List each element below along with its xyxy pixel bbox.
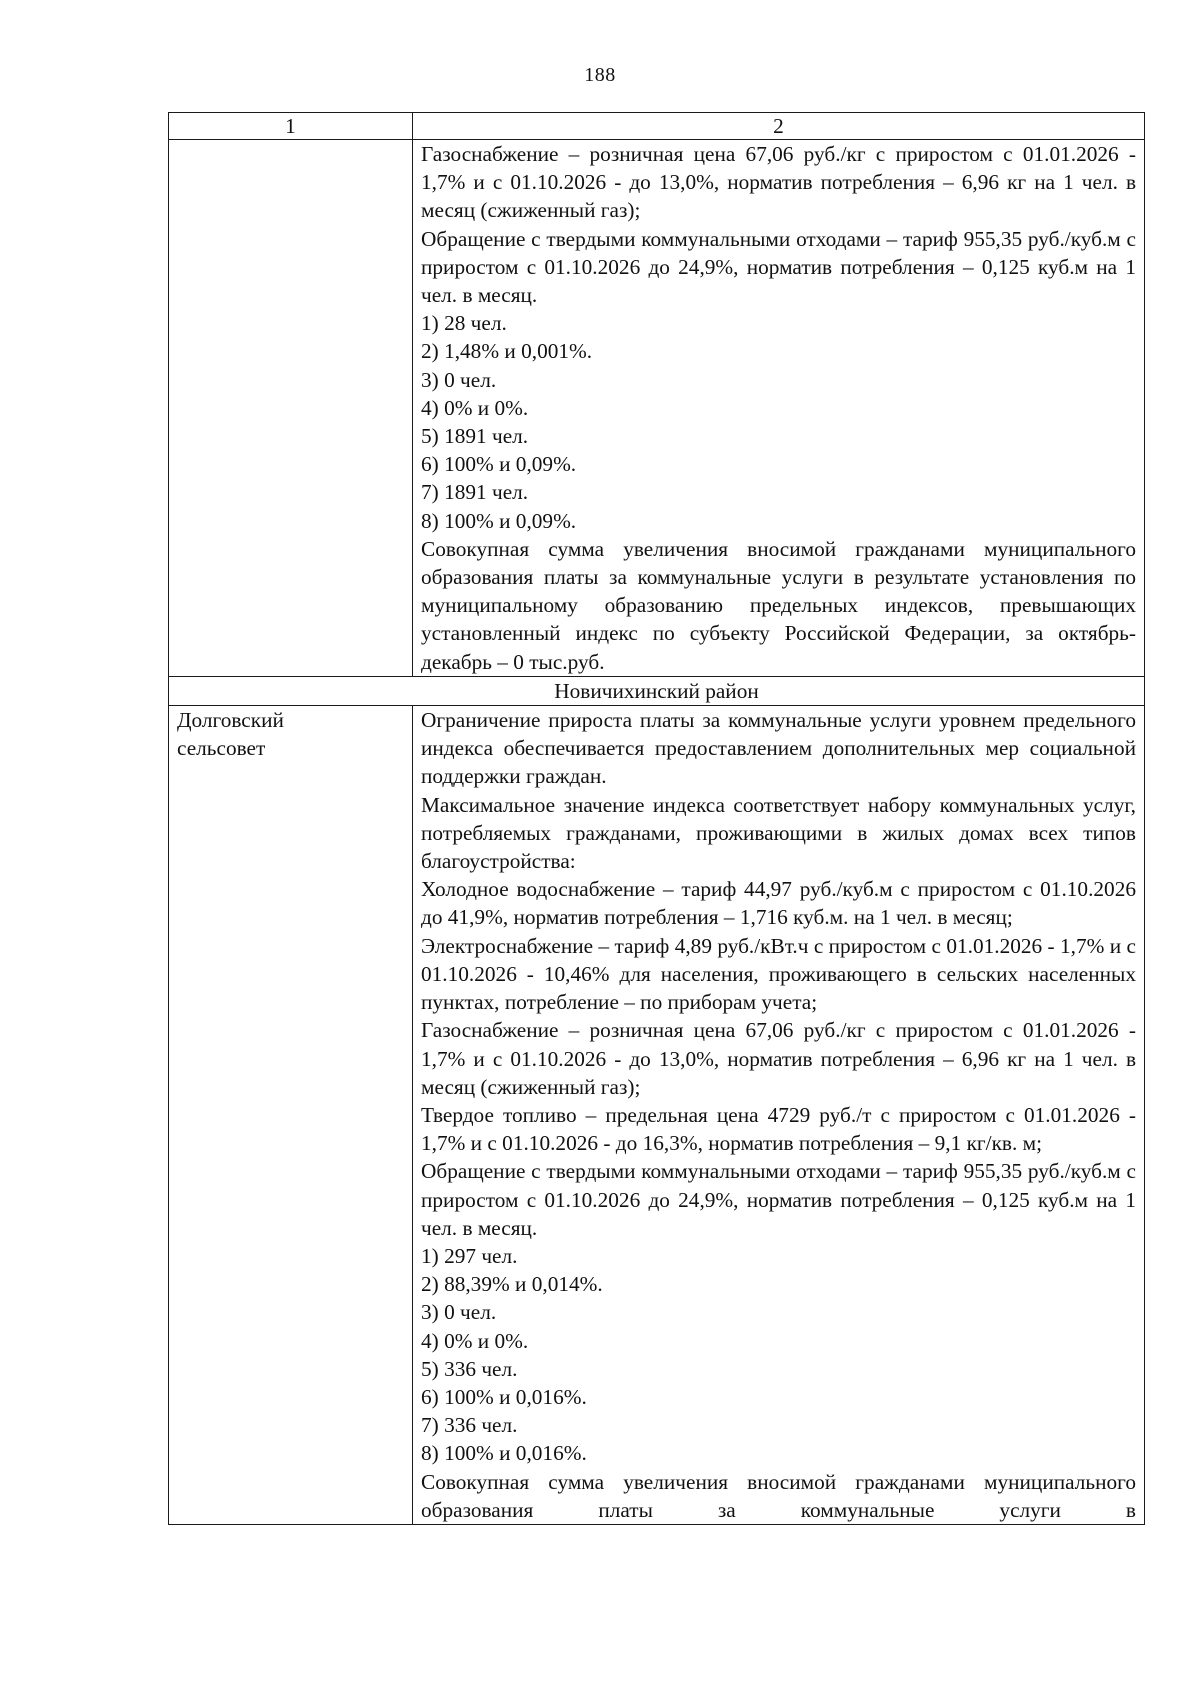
district-row xyxy=(169,676,1145,705)
table-row xyxy=(169,140,1145,677)
paragraph-electricity: Электроснабжение – тариф 4,89 руб./кВт.ч с приростом с 01.01.2026 - 1,7% и с 01.10.2026 - 10,46% для населения, проживающего в сельских населенных пунктах, потребление – по приборам учета; xyxy=(421,933,1136,1015)
paragraph-waste-management: Обращение с твердыми коммунальными отходами – тариф 955,35 руб./куб.м с приростом с 01.10.2026 до 24,9%, норматив потребления – 0,125 куб.м на 1 чел. в месяц. xyxy=(421,1159,1136,1240)
list-item: 8) 100% и 0,09%. xyxy=(421,508,577,533)
paragraph-waste-management: Обращение с твердыми коммунальными отходами – тариф 955,35 руб./куб.м с приростом с 01.10.2026 до 24,9%, норматив потребления – 0,125 куб.м на 1 чел. в месяц. xyxy=(421,226,1136,308)
column-header-2: 2 xyxy=(413,113,1145,140)
list-item: 4) 0% и 0%. xyxy=(421,395,529,420)
table-row xyxy=(169,706,1145,1525)
paragraph-limit: Ограничение прироста платы за коммунальные услуги уровнем предельного индекса обеспечивается предоставлением дополнительных мер социальной поддержки граждан. xyxy=(421,708,1136,789)
list-item: 5) 336 чел. xyxy=(421,1356,518,1381)
paragraph-solid-fuel: Твердое топливо – предельная цена 4729 руб./т с приростом с 01.01.2026 - 1,7% и с 01.10.2026 - до 16,3%, норматив потребления – 9,1 кг/кв. м; xyxy=(421,1102,1136,1156)
list-item: 2) 88,39% и 0,014%. xyxy=(421,1272,603,1297)
list-item: 3) 0 чел. xyxy=(421,367,497,392)
list-item: 1) 28 чел. xyxy=(421,311,507,336)
paragraph-summary-continued: Совокупная сумма увеличения вносимой гражданами муниципального образования платы за коммунальные услуги в xyxy=(421,1469,1136,1522)
list-item: 4) 0% и 0%. xyxy=(421,1328,529,1353)
municipality-name-line: Долговский xyxy=(177,708,284,733)
description-cell xyxy=(413,140,1145,677)
list-item: 6) 100% и 0,016%. xyxy=(421,1384,587,1409)
list-item: 2) 1,48% и 0,001%. xyxy=(421,339,593,364)
column-header-1: 1 xyxy=(169,113,413,140)
page-number: 188 xyxy=(584,64,616,86)
list-item: 8) 100% и 0,016%. xyxy=(421,1441,587,1466)
tariff-table xyxy=(168,112,1145,1525)
municipality-cell-empty xyxy=(169,140,413,677)
list-item: 3) 0 чел. xyxy=(421,1300,497,1325)
district-heading: Новичихинский район xyxy=(169,676,1145,705)
list-item: 1) 297 чел. xyxy=(421,1243,518,1268)
description-cell xyxy=(413,706,1145,1525)
municipality-name-line: сельсовет xyxy=(177,736,266,761)
list-item: 7) 1891 чел. xyxy=(421,480,529,505)
paragraph-cold-water: Холодное водоснабжение – тариф 44,97 руб./куб.м с приростом с 01.10.2026 до 41,9%, норматив потребления – 1,716 куб.м. на 1 чел. в месяц; xyxy=(421,877,1136,930)
table-header-row xyxy=(169,113,1145,140)
paragraph-gas-supply: Газоснабжение – розничная цена 67,06 руб./кг с приростом с 01.01.2026 - 1,7% и с 01.10.2026 - до 13,0%, норматив потребления – 6,96 кг на 1 чел. в месяц (сжиженный газ); xyxy=(421,142,1136,223)
municipality-cell xyxy=(169,706,413,1525)
paragraph-max-index: Максимальное значение индекса соответствует набору коммунальных услуг, потребляемых гражданами, проживающими в жилых домах всех типов благоустройства: xyxy=(421,792,1136,874)
list-item: 5) 1891 чел. xyxy=(421,424,529,449)
paragraph-gas-supply: Газоснабжение – розничная цена 67,06 руб./кг с приростом с 01.01.2026 - 1,7% и с 01.10.2026 - до 13,0%, норматив потребления – 6,96 кг на 1 чел. в месяц (сжиженный газ); xyxy=(421,1018,1136,1099)
list-item: 7) 336 чел. xyxy=(421,1413,518,1438)
paragraph-summary: Совокупная сумма увеличения вносимой гражданами муниципального образования платы за коммунальные услуги в результате установления по муниципальному образованию предельных индексов, превышающих установленный индекс по субъекту Российской Федерации, за октябрь-декабрь – 0 тыс.руб. xyxy=(421,536,1136,674)
list-item: 6) 100% и 0,09%. xyxy=(421,452,577,477)
